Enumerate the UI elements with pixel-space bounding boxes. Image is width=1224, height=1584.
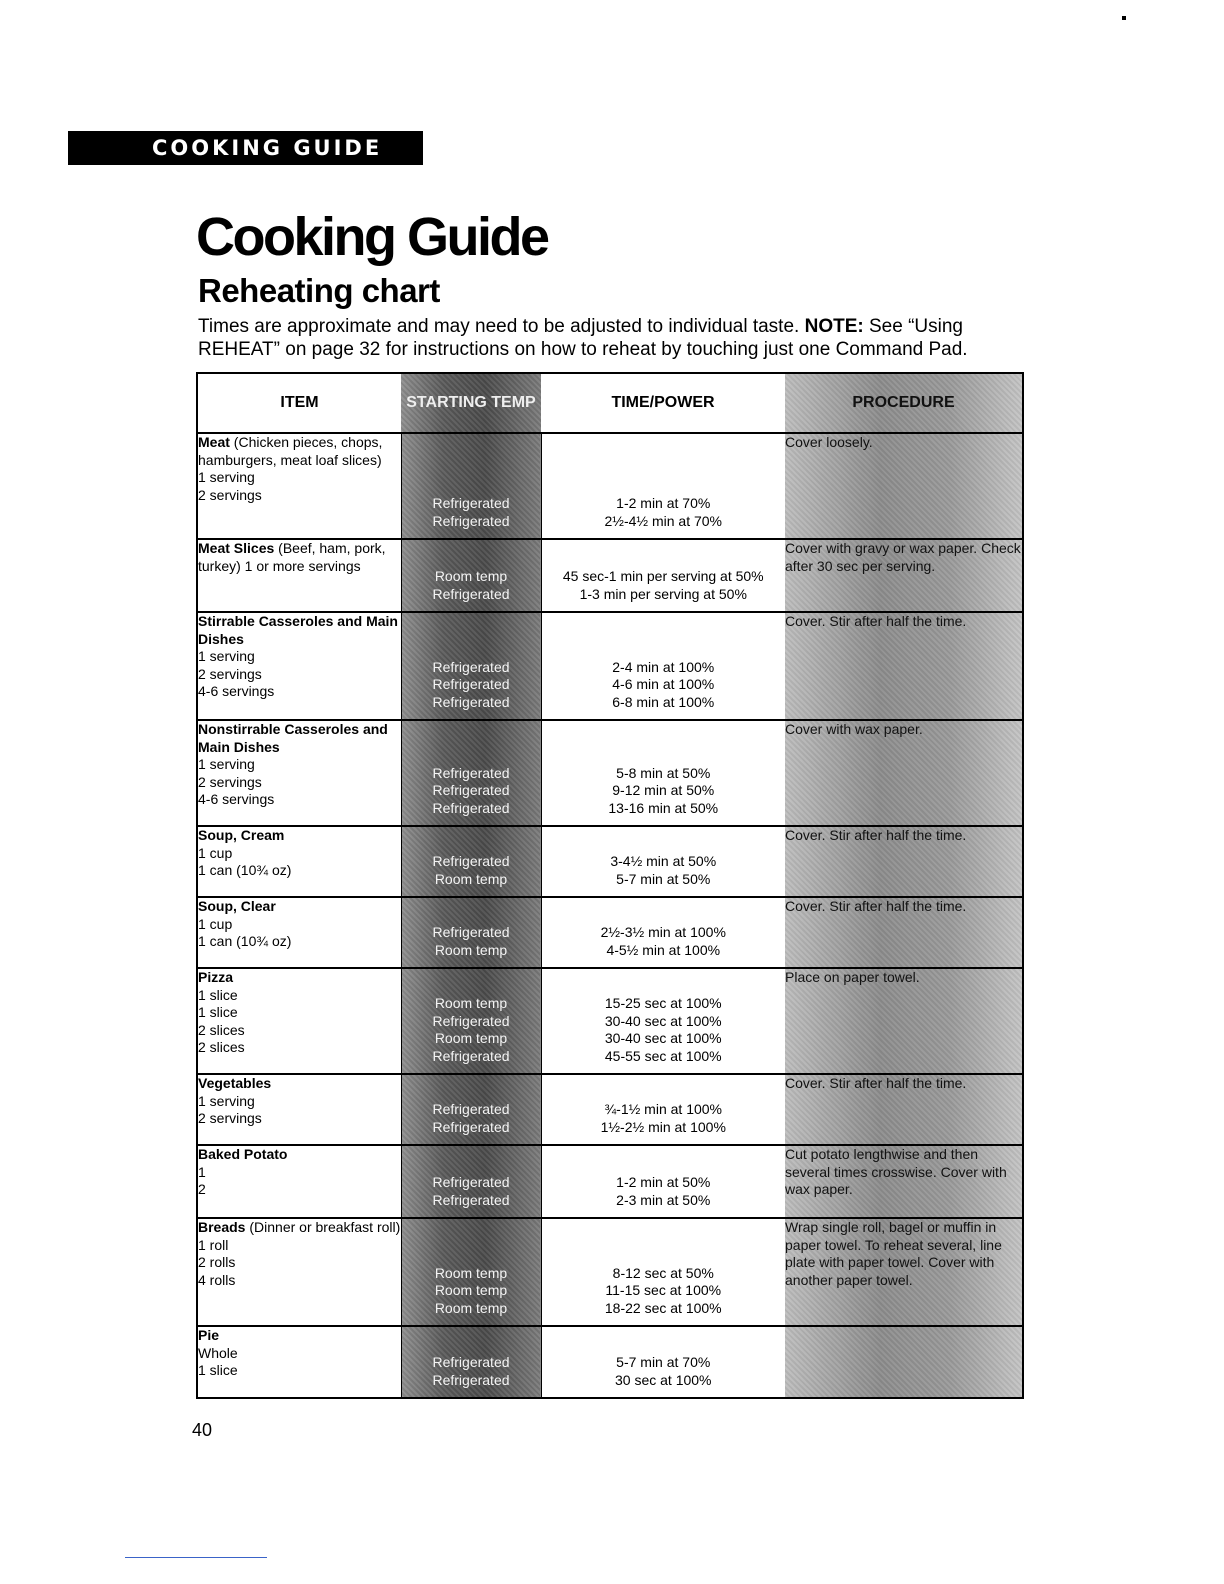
item-size: 1 serving [198, 1092, 255, 1109]
procedure-cell: Cut potato lengthwise and then several times crosswise. Cover with wax paper. [785, 1145, 1023, 1218]
time-power: 6-8 min at 100% [612, 693, 715, 710]
time-power: 3-4½ min at 50% [610, 853, 717, 869]
time-power-cell [541, 433, 785, 539]
time-power: 13-16 min at 50% [608, 799, 719, 816]
item-description: (Beef, ham, pork, turkey) 1 or more servings [198, 540, 386, 574]
time-power-cell [541, 539, 785, 612]
item-size: 2 servings [198, 665, 262, 682]
note-text: See “Using REHEAT” on page 32 for instructions on how to reheat by touching just one Command Pad. [198, 316, 968, 360]
time-power-cell [541, 1218, 785, 1326]
starting-temp: Room temp [434, 1030, 508, 1046]
item-size: 2 servings [198, 486, 262, 503]
page-subtitle: Reheating chart [198, 272, 440, 309]
table-row [197, 612, 1023, 720]
starting-temp: Refrigerated [432, 585, 510, 602]
item-size: 4-6 servings [198, 791, 275, 807]
intro-text: Times are approximate and may need to be adjusted to individual taste. [198, 316, 800, 337]
time-power-cell [541, 1074, 785, 1145]
item-name: Soup, Clear [198, 898, 276, 914]
time-power: 1-3 min per serving at 50% [579, 585, 747, 602]
item-size: 1 slice [198, 986, 238, 1003]
procedure-cell: Wrap single roll, bagel or muffin in paper towel. To reheat several, line plate with paper towel. Cover with another paper towel. [785, 1218, 1023, 1326]
item-cell [197, 968, 401, 1074]
table-row [197, 539, 1023, 612]
starting-temp: Room temp [434, 1299, 508, 1316]
time-power: 45-55 sec at 100% [604, 1047, 722, 1064]
time-power: ¾-1½ min at 100% [604, 1101, 722, 1117]
starting-temp: Room temp [434, 941, 508, 958]
time-power: 30 sec at 100% [614, 1371, 712, 1388]
starting-temp: Refrigerated [432, 495, 510, 511]
procedure-cell: Cover loosely. [785, 433, 1023, 539]
starting-temp: Refrigerated [432, 1371, 510, 1388]
procedure-cell: Cover. Stir after half the time. [785, 1074, 1023, 1145]
time-power: 30-40 sec at 100% [604, 1030, 722, 1046]
time-power: 30-40 sec at 100% [604, 1012, 722, 1029]
item-description: (Dinner or breakfast roll) [249, 1219, 401, 1235]
starting-temp-cell [401, 433, 541, 539]
item-name: Pie [198, 1327, 220, 1343]
table-row [197, 1145, 1023, 1218]
starting-temp-cell [401, 968, 541, 1074]
procedure-cell: Cover with wax paper. [785, 720, 1023, 826]
procedure-cell: Place on paper towel. [785, 968, 1023, 1074]
item-size: 4 rolls [198, 1271, 236, 1288]
starting-temp: Refrigerated [432, 764, 510, 781]
time-power: 2-4 min at 100% [612, 658, 715, 675]
item-cell [197, 826, 401, 897]
procedure-cell: Cover. Stir after half the time. [785, 826, 1023, 897]
starting-temp: Room temp [434, 568, 508, 584]
item-cell [197, 1074, 401, 1145]
starting-temp: Refrigerated [432, 676, 510, 692]
item-name: Pizza [198, 969, 234, 985]
starting-temp-cell [401, 539, 541, 612]
item-size: 1 cup [198, 915, 233, 932]
item-size: Whole [198, 1344, 238, 1361]
starting-temp-cell [401, 826, 541, 897]
item-size: 2 servings [198, 773, 262, 790]
starting-temp: Refrigerated [432, 799, 510, 816]
item-description: (Chicken pieces, chops, hamburgers, meat loaf slices) [198, 434, 383, 468]
item-size: 2 servings [198, 1110, 262, 1126]
starting-temp: Refrigerated [432, 1101, 510, 1117]
reheating-chart-table [196, 372, 1024, 1399]
item-size: 1 slice [198, 1362, 238, 1378]
item-size: 1 serving [198, 756, 255, 772]
note-label: NOTE: [804, 316, 864, 337]
starting-temp: Room temp [434, 1282, 508, 1298]
starting-temp-cell [401, 1218, 541, 1326]
item-name: Nonstirrable Casseroles and Main Dishes [198, 721, 388, 755]
item-name: Baked Potato [198, 1146, 288, 1162]
starting-temp-cell [401, 897, 541, 968]
item-size: 4-6 servings [198, 683, 275, 699]
table-row [197, 1326, 1023, 1398]
header-procedure: PROCEDURE [785, 373, 1023, 433]
time-power-cell [541, 1326, 785, 1398]
starting-temp: Refrigerated [432, 782, 510, 798]
procedure-cell: Cover with gravy or wax paper. Check after 30 sec per serving. [785, 539, 1023, 612]
table-row [197, 968, 1023, 1074]
time-power: 15-25 sec at 100% [604, 995, 722, 1011]
starting-temp: Refrigerated [432, 1012, 510, 1029]
starting-temp: Refrigerated [432, 658, 510, 675]
time-power-cell [541, 897, 785, 968]
item-cell [197, 1145, 401, 1218]
time-power: 11-15 sec at 100% [605, 1282, 722, 1298]
starting-temp-cell [401, 1074, 541, 1145]
item-name: Soup, Cream [198, 827, 285, 843]
starting-temp: Room temp [434, 1264, 508, 1281]
item-size: 1 serving [198, 648, 255, 664]
section-banner: COOKING GUIDE [68, 131, 423, 165]
time-power: 2½-3½ min at 100% [600, 924, 726, 940]
item-name: Breads [198, 1219, 246, 1235]
item-size: 1 can (10¾ oz) [198, 933, 292, 949]
starting-temp: Refrigerated [432, 853, 510, 869]
table-row [197, 1218, 1023, 1326]
item-size: 1 serving [198, 469, 255, 485]
time-power: 2½-4½ min at 70% [604, 512, 722, 529]
time-power-cell [541, 1145, 785, 1218]
table-row [197, 720, 1023, 826]
intro-paragraph [198, 315, 1018, 361]
item-name: Meat [198, 434, 230, 450]
procedure-cell: Cover. Stir after half the time. [785, 612, 1023, 720]
time-power-cell [541, 968, 785, 1074]
time-power: 9-12 min at 50% [612, 782, 715, 798]
time-power-cell [541, 826, 785, 897]
item-cell [197, 1326, 401, 1398]
table-row [197, 1074, 1023, 1145]
starting-temp: Refrigerated [432, 1354, 510, 1370]
time-power: 8-12 sec at 50% [612, 1264, 714, 1281]
starting-temp: Refrigerated [432, 1047, 510, 1064]
corner-mark [1122, 16, 1126, 20]
starting-temp: Refrigerated [432, 693, 510, 710]
time-power: 1-2 min at 70% [616, 495, 711, 511]
starting-temp-cell [401, 612, 541, 720]
item-size: 1 slice [198, 1004, 238, 1020]
item-size: 1 cup [198, 844, 233, 861]
time-power: 18-22 sec at 100% [604, 1299, 722, 1316]
time-power: 5-8 min at 50% [616, 764, 711, 781]
starting-temp: Room temp [434, 995, 508, 1011]
item-cell [197, 720, 401, 826]
table-row [197, 826, 1023, 897]
header-starting-temp: STARTING TEMP [401, 373, 541, 433]
footer-rule [125, 1557, 267, 1558]
header-time-power: TIME/POWER [541, 373, 785, 433]
item-size: 1 roll [198, 1236, 229, 1253]
header-item: ITEM [197, 373, 401, 433]
item-cell [197, 612, 401, 720]
item-cell [197, 433, 401, 539]
item-cell [197, 1218, 401, 1326]
table-body [197, 433, 1023, 1398]
item-cell [197, 539, 401, 612]
table-header-row [197, 373, 1023, 433]
time-power: 2-3 min at 50% [616, 1191, 711, 1208]
page-number: 40 [192, 1420, 213, 1440]
table-row [197, 897, 1023, 968]
item-name: Stirrable Casseroles and Main Dishes [198, 613, 398, 647]
time-power-cell [541, 720, 785, 826]
item-size: 1 can (10¾ oz) [198, 862, 292, 878]
starting-temp-cell [401, 720, 541, 826]
item-name: Meat Slices [198, 540, 275, 556]
starting-temp-cell [401, 1326, 541, 1398]
starting-temp: Room temp [434, 870, 508, 887]
page-title: Cooking Guide [196, 207, 548, 267]
item-size: 1 [198, 1163, 206, 1180]
item-size: 2 slices [198, 1039, 245, 1055]
time-power: 1½-2½ min at 100% [600, 1118, 726, 1135]
time-power: 4-6 min at 100% [612, 676, 715, 692]
item-cell [197, 897, 401, 968]
time-power: 45 sec-1 min per serving at 50% [562, 568, 764, 584]
procedure-cell: Cover. Stir after half the time. [785, 897, 1023, 968]
starting-temp: Refrigerated [432, 512, 510, 529]
starting-temp: Refrigerated [432, 1191, 510, 1208]
time-power: 1-2 min at 50% [616, 1174, 711, 1190]
starting-temp: Refrigerated [432, 924, 510, 940]
procedure-cell [785, 1326, 1023, 1398]
starting-temp: Refrigerated [432, 1174, 510, 1190]
item-size: 2 [198, 1181, 206, 1197]
starting-temp: Refrigerated [432, 1118, 510, 1135]
time-power: 5-7 min at 70% [616, 1354, 711, 1370]
time-power: 4-5½ min at 100% [606, 941, 721, 958]
table-row [197, 433, 1023, 539]
starting-temp-cell [401, 1145, 541, 1218]
item-name: Vegetables [198, 1075, 272, 1091]
item-size: 2 rolls [198, 1254, 236, 1270]
item-size: 2 slices [198, 1021, 245, 1038]
time-power-cell [541, 612, 785, 720]
time-power: 5-7 min at 50% [616, 870, 711, 887]
